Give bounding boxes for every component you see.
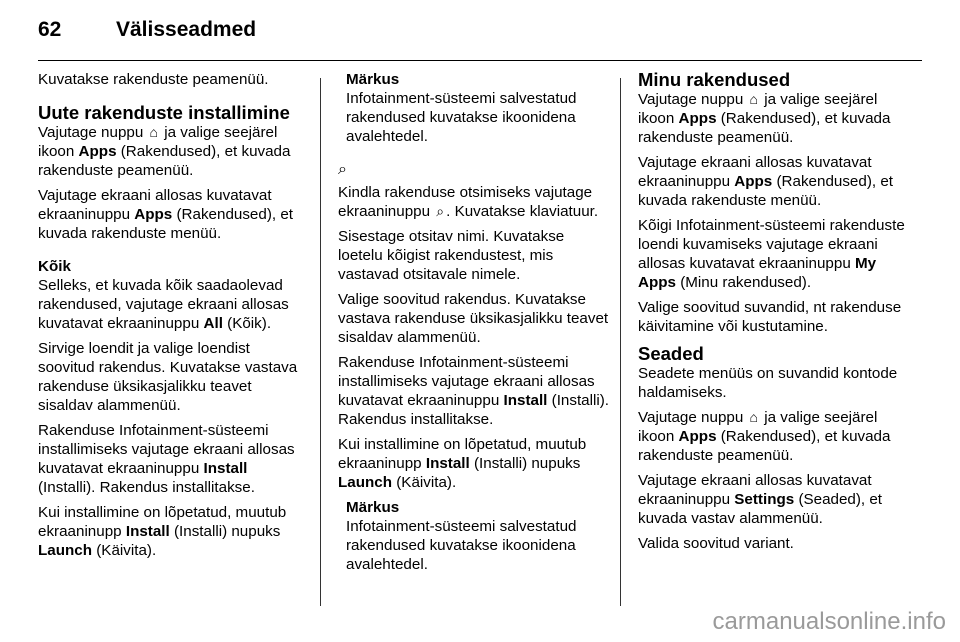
header-rule: [38, 60, 922, 61]
section-title: Uute rakenduste installimine: [38, 102, 290, 123]
paragraph: Valige soovitud suvandid, nt rakenduse käivitamine või kustutamine.: [638, 299, 902, 335]
paragraph: Vajutage ekraani allosas kuvatavat ekraaninuppu Apps (Rakendused), et kuvada rakenduste menüü.: [638, 154, 893, 209]
paragraph: Vajutage nuppu ⌂ ja valige seejärel ikoon Apps (Rakendused), et kuvada rakenduste peamenüü.: [638, 91, 891, 146]
paragraph: Seadete menüüs on suvandid kontode haldamiseks.: [638, 365, 898, 401]
watermark: carmanualsonline.info: [712, 608, 946, 635]
page-header: [38, 18, 256, 48]
paragraph: Kõigi Infotainment-süsteemi rakenduste loendi kuvamiseks vajutage ekraani allosas kuvatavat ekraaninuppu My Apps (Minu rakendused).: [638, 217, 905, 291]
paragraph: Valida soovitud variant.: [638, 535, 794, 552]
paragraph: Vajutage nuppu ⌂ ja valige seejärel ikoon Apps (Rakendused), et kuvada rakenduste peamenüü.: [638, 409, 891, 464]
note-title: Märkus: [346, 499, 400, 516]
section-title: Seaded: [638, 343, 704, 364]
page-title: Välisseadmed: [116, 18, 257, 41]
paragraph: Sisestage otsitav nimi. Kuvatakse loetelu kõigist rakendustest, mis vastavad otsitavale nimele.: [338, 228, 565, 283]
home-icon: ⌂: [149, 124, 158, 140]
paragraph: Vajutage ekraani allosas kuvatavat ekraaninuppu Settings (Seaded), et kuvada vastav alammenüü.: [638, 472, 883, 527]
paragraph: Kui installimine on lõpetatud, muutub ekraaninupp Install (Installi) nupuks Launch (Käivita).: [338, 436, 587, 491]
column-3: [638, 70, 910, 559]
home-icon: ⌂: [749, 409, 758, 425]
column-divider: [320, 78, 321, 606]
note-title: Märkus: [346, 71, 400, 88]
paragraph: Rakenduse Infotainment-süsteemi installimiseks vajutage ekraani allosas kuvatavat ekraaninuppu Install (Installi). Rakendus installitakse.: [38, 422, 295, 496]
paragraph: Selleks, et kuvada kõik saadaolevad rakendused, vajutage ekraani allosas kuvatavat ekraaninuppu All (Kõik).: [38, 277, 289, 332]
column-1: [38, 70, 308, 566]
paragraph: Vajutage ekraani allosas kuvatavat ekraaninuppu Apps (Rakendused), et kuvada rakenduste menüü.: [38, 187, 293, 242]
search-icon: ⌕: [338, 161, 347, 178]
note-text: Infotainment-süsteemi salvestatud rakendused kuvatakse ikoonidena avalehtedel.: [346, 90, 577, 145]
note-box: [338, 498, 610, 574]
paragraph: Kuvatakse rakenduste peamenüü.: [38, 71, 269, 88]
note-text: Infotainment-süsteemi salvestatud rakendused kuvatakse ikoonidena avalehtedel.: [346, 518, 577, 573]
column-2: [338, 70, 610, 580]
paragraph: Kindla rakenduse otsimiseks vajutage ekraaninuppu ⌕ . Kuvatakse klaviatuur.: [338, 184, 599, 220]
paragraph: Valige soovitud rakendus. Kuvatakse vastava rakenduse üksikasjalikku teavet sisaldav alammenüü.: [338, 291, 609, 346]
home-icon: ⌂: [749, 91, 758, 107]
paragraph: Rakenduse Infotainment-süsteemi installimiseks vajutage ekraani allosas kuvatavat ekraaninuppu Install (Installi). Rakendus installitakse.: [338, 354, 610, 428]
paragraph: Vajutage nuppu ⌂ ja valige seejärel ikoon Apps (Rakendused), et kuvada rakenduste peamenüü.: [38, 124, 291, 179]
paragraph: Kui installimine on lõpetatud, muutub ekraaninupp Install (Installi) nupuks Launch (Käivita).: [38, 504, 287, 559]
search-icon: ⌕: [436, 203, 445, 219]
note-box: [338, 70, 610, 146]
paragraph: Sirvige loendit ja valige loendist soovitud rakendus. Kuvatakse vastava rakenduse üksikasjalikku teavet sisaldav alammenüü.: [38, 340, 298, 414]
page-number: 62: [38, 18, 62, 41]
subsection-title: Kõik: [38, 258, 71, 275]
column-divider: [620, 78, 621, 606]
section-title: Minu rakendused: [638, 69, 791, 90]
